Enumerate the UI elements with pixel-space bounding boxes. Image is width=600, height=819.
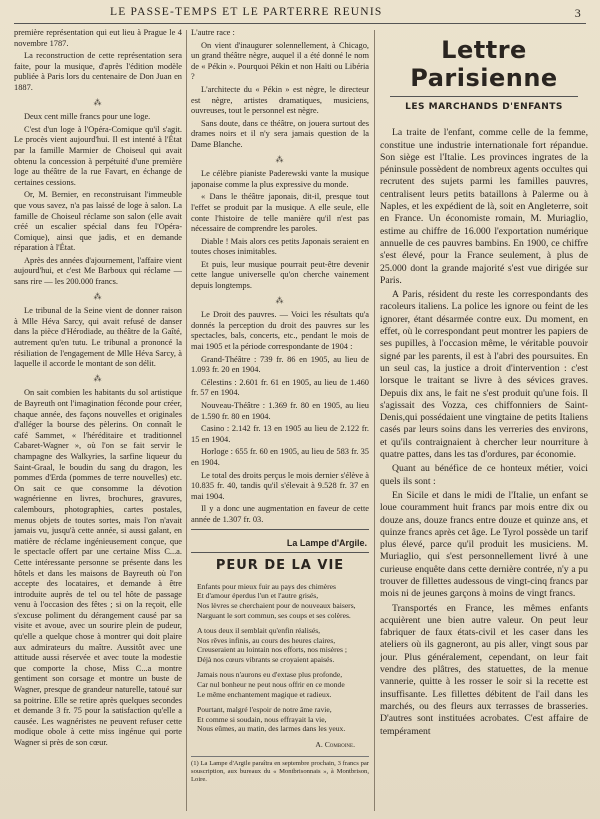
- article-paragraph: Après des années d'ajournement, l'affaire vient aujourd'hui, et c'est Me Barboux qui réclame — sans rire — les 200.000 francs.: [14, 255, 182, 287]
- stat-line: Horloge : 655 fr. 60 en 1905, au lieu de 583 fr. 35 en 1904.: [191, 447, 369, 467]
- feature-label: La Lampe d'Argile.: [286, 537, 367, 548]
- column-2: [191, 28, 369, 813]
- article-paragraph: Il y a donc une augmentation en faveur de cette année de 1.307 fr. 03.: [191, 504, 369, 524]
- header-rule: [14, 23, 586, 24]
- article-paragraph: On sait combien les habitants du sol artistique de Bayreuth ont l'imagination féconde pour créer, chaque année, des façons nouvelles et originales d'alléger la bourse des pèlerins. On connaît le café Sammet, « l'héréditaire et traditionnel Cabaret-Wagner », où l'on se fait servir le champagne des Walkyries, la sarfine liqueur du Saint-Graal, le boudin du sang du dragon, les pommes d'Erda (pommes de terre nouvelles) etc. On sait ce que consomme la dévotion wagnérienne en livres, brochures, gravures, calembours, photographies, cartes postales, menus objets de toutes sortes, mais l'on n'avait jamais vu, jusqu'à cette année, si aussi galant, en matière de réclame ingénieusement conçue, que le spectacle offert par une certaine Miss C...a. Cette intéressante personne se présente dans les hôtels et dans les maisons de Bayreuth où l'on accepte des locataires, et demande à être introduite auprès de tel ou tel hôte de passage venu à l'occasion des fêtes ; si on la reçoit, elle s'excuse poliment du dérangement causé par sa visite et avoue, avec un sourire plein de pudeur, qu'elle a quelque chose à montrer qui doit plaire aux admirateurs du maître. Aussitôt avec une attitude aussi réservée et avec toute la modestie que comporte la chose, Miss C...a montre gentiment son corsage et montre un buste de Wagner, presque de grandeur naturelle, tatoué sur sa poitrine. Elle se retire après quelques secondes et demande 3 fr. 75 pour la satisfaction qu'elle a causée. Les wagnéristes ne peuvent refuser cette modique obole à cette miss ingénue qui porte Wagner si près de son cœur.: [14, 388, 182, 747]
- column-divider: [374, 30, 375, 811]
- poem-line: Et d'amour éperdus l'un et l'autre grisés,: [197, 591, 319, 601]
- article-paragraph: Or, M. Bernier, en reconstruisant l'immeuble que vous savez, n'a pas laissé de loge à salon. La famille de Choiseul réclame son salon (elle avait créé un escalier spécial dans feu l'Opéra-Comique), ainsi que jadis, et en demande réparation à l'État.: [14, 190, 182, 253]
- section-title: Lettre Parisienne: [410, 36, 558, 92]
- article-paragraph: A Paris, résident du reste les correspondants des racoleurs italiens. La police les ignore ou feint de les ignorer, étant désarmée contre eux. Du moment, en effet, où le correspondant peut montrer les papiers de ses pupilles, à l'occasion même, le véritable pouvoir signé par les parents, il est à l'abri des poursuites. En un seul cas, la justice a droit d'intervention : c'est lorsque le traitant se livre à des sévices graves. Depuis dix ans, le fait ne s'est produit qu'une fois. Il s'agissait des Vozza, ces chiffonniers de Saint-Denis,qui possédaient une vingtaine de petits Italiens casés par leurs soins dans les verreries des environs, et qu'ils contraignaient à chercher leur nourriture à quatre pattes, dans les tas d'ordures, par économie.: [380, 289, 588, 461]
- stat-line: Grand-Théâtre : 739 fr. 86 en 1905, au lieu de 1.093 fr. 20 en 1904.: [191, 354, 369, 375]
- section-ornament: ⁂: [93, 291, 103, 301]
- poem-line: Déjà nos cœurs vibrants se croyaient apaisés.: [197, 654, 335, 664]
- article-paragraph: « Dans le théâtre japonais, dit-il, presque tout l'effet se produit par la musique. A elle seule, elle conte l'histoire de telle manière qu'il n'est pas nécessaire de comprendre les paroles.: [191, 192, 369, 234]
- stat-line: Nouveau-Théâtre : 1.369 fr. 80 en 1905, au lieu de 1.590 fr. 80 en 1904.: [191, 401, 369, 421]
- poem-line: Jamais nous n'aurons eu d'extase plus profonde,: [197, 670, 343, 680]
- article-paragraph: On vient d'inaugurer solennellement, à Chicago, un grand théâtre nègre, auquel il a été donné le nom de « Pékin ». Pourquoi Pékin et non Haïti ou Libéria ?: [191, 40, 369, 82]
- poem-stanza: [197, 705, 369, 734]
- article-paragraph: Quant au bénéfice de ce honteux métier, voici quels ils sont :: [380, 463, 588, 487]
- column-3: [380, 28, 588, 813]
- article-paragraph: C'est d'un loge à l'Opéra-Comique qu'il s'agit. Le procès vient aujourd'hui. Il est intenté à l'État par la famille Marmier de Choiseul qui avait obtenu la concession à perpétuité d'une première loge au théâtre de la rue Favart, en échange de certaines cessions.: [14, 124, 182, 187]
- poem-line: Et comme si soudain, nous effrayait la vie,: [197, 714, 327, 724]
- poem: [197, 582, 369, 750]
- article-paragraph: La reconstruction de cette représentation sera faite, pour la musique, d'après l'édition modèle publiée à Paris lors du centenaire de Don Juan en 1887.: [14, 51, 182, 92]
- page-header: [0, 4, 600, 24]
- article-paragraph: Sans doute, dans ce théâtre, on jouera surtout des drames noirs et il n'y sera jamais question de la Dame Blanche.: [191, 118, 369, 149]
- article-title: LES MARCHANDS D'ENFANTS: [405, 102, 563, 112]
- article-paragraph: Le total des droits perçus le mois dernier s'élève à 10.835 fr. 40, tandis qu'il s'élevait à 9.528 fr. 37 en mai 1904.: [191, 470, 369, 501]
- section-ornament: ⁂: [275, 154, 285, 164]
- poem-line: Le même enchantement magique et radieux.: [197, 689, 332, 699]
- poem-line: Creuseraient au lointain nos efforts, nos misères ;: [197, 645, 348, 655]
- section-ornament: ⁂: [275, 295, 285, 305]
- column-divider: [186, 30, 187, 811]
- article-paragraph: Transportés en France, les mêmes enfants acquièrent une bien autre valeur. On peut leur fabriquer de faux états-civil et les caser dans les ateliers où ils gagneront, au pis aller, vingt sous par jour. Plus généralement, cependant, on leur fait vendre des plâtres, des statuettes, de la menue vannerie, quitte à les rosser le soir si la recette est insuffisante. Les fillettes débitent de l'ail dans les marchés, ou des fleurs aux terrasses de brasseries. D'autres sont instituées acrobates. C'est affaire de tempérament: [380, 602, 588, 737]
- publication-title: LE PASSE-TEMPS ET LE PARTERRE REUNIS: [110, 6, 383, 18]
- title-rule: [390, 96, 578, 97]
- poem-line: Nos lèvres se cherchaient pour de nouveaux baisers,: [197, 600, 356, 610]
- poem-title: PEUR DE LA VIE: [215, 558, 345, 574]
- article-paragraph: La traite de l'enfant, comme celle de la femme, constitue une industrie internationale fort répandue. Son siège est l'Italie. Les provinces ingrates de la péninsule possèdent de nombreux agents occultes qui recrutent des sujets parmi les familles pauvres, centralisent leurs petits bataillons à Palerme ou à Naples, et les expédient de là, soit en Angleterre, soit en France. Un économiste romain, M. Muriaglio, estime au chiffre de 16.000 l'exportation numérique annuelle de ces pauvres bambins. En 1900, ce chiffre s'est élevé, pour la France seulement, à plus de 25.000 dont la grande majorité s'est vue dirigée sur Paris.: [380, 127, 588, 286]
- article-paragraph: Le Droit des pauvres. — Voici les résultats qu'a donnés la perception du droit des pauvres sur les spectacles, bals, concerts, etc., pendant le mois de mai 1905 et la période correspondante de 1904 :: [191, 310, 369, 352]
- article-paragraph: Deux cent mille francs pour une loge.: [24, 112, 151, 122]
- article-paragraph: Et puis, leur musique pourrait peut-être devenir cette langue universelle qu'on cherche vainement depuis longtemps.: [191, 259, 369, 291]
- poem-line: Pourtant, malgré l'espoir de notre âme ravie,: [197, 705, 332, 715]
- poem-stanza: [197, 582, 369, 620]
- poem-stanza: [197, 626, 369, 664]
- poem-line: A tous deux il semblait qu'enfin réalisés,: [197, 626, 321, 636]
- stat-line: Célestins : 2.601 fr. 61 en 1905, au lieu de 1.460 fr. 57 en 1904.: [191, 377, 369, 398]
- article-paragraph: première représentation qui eut lieu à Prague le 4 novembre 1787.: [14, 28, 182, 48]
- article-paragraph: Le célèbre pianiste Paderewski vante la musique japonaise comme la plus expressive du monde.: [191, 169, 369, 189]
- footnote: (1) La Lampe d'Argile paraîtra en septembre prochain, 3 francs par souscription, aux bureaux du « Montbrisonnais », à Montbrison, Loire.: [191, 756, 369, 784]
- section-ornament: ⁂: [93, 97, 103, 107]
- article-paragraph: L'autre race :: [191, 28, 235, 37]
- stat-line: Casino : 2.142 fr. 13 en 1905 au lieu de 2.122 fr. 15 en 1904.: [191, 424, 369, 444]
- poem-stanza: [197, 670, 369, 699]
- section-ornament: ⁂: [93, 373, 103, 383]
- article-paragraph: En Sicile et dans le midi de l'Italie, un enfant se loue couramment huit francs par mois entre dix ou douze ans, douze francs entre douze et quinze ans, et quinze francs après cet âge. Le Tyrol possède un tarif plus élevé, parce qu'il produit les musiciens. M. Muriaglio, qui s'est personnellement livré à une curieuse enquête dans cette dernière contrée, n'y a pu trouver de fillettes audessous de vingt-cinq francs par mois ni de jeunes garçons à moins de vingt francs.: [380, 489, 588, 600]
- page-number: 3: [574, 6, 582, 20]
- poem-line: Enfants pour mieux fuir au pays des chimères: [197, 581, 336, 591]
- poem-author: A. Comboine.: [315, 740, 355, 750]
- poem-line: Car nul bonheur ne peut nous offrir en ce monde: [197, 680, 345, 690]
- column-1: [14, 28, 182, 813]
- article-paragraph: Diable ! Mais alors ces petits Japonais seraient en toutes choses inimitables.: [191, 236, 369, 257]
- article-paragraph: Le tribunal de la Seine vient de donner raison à Mlle Héva Sarcy, qui avait refusé de danser dans la pièce d'Hérodiade, au théâtre de la Gaîté, autrement qu'en tutu. Le tribunal a prononcé la résiliation de l'engagement de Mlle Héva Sarcy, à laquelle il accorde le montant de son délit.: [14, 306, 182, 369]
- article-paragraph: L'architecte du « Pékin » est nègre, le directeur est nègre, artistes dramatiques, musiciens, ouvreuses, tout le personnel est nègre.: [191, 84, 369, 116]
- poem-line: Narguant le sort commun, ses coups et ses colères.: [197, 610, 351, 620]
- poem-line: Nos rêves infinis, au cours des heures claires,: [197, 635, 336, 645]
- section-rule: [191, 552, 369, 553]
- poem-line: Nous eûmes, au matin, des larmes dans les yeux.: [197, 724, 346, 734]
- section-rule: [191, 529, 369, 530]
